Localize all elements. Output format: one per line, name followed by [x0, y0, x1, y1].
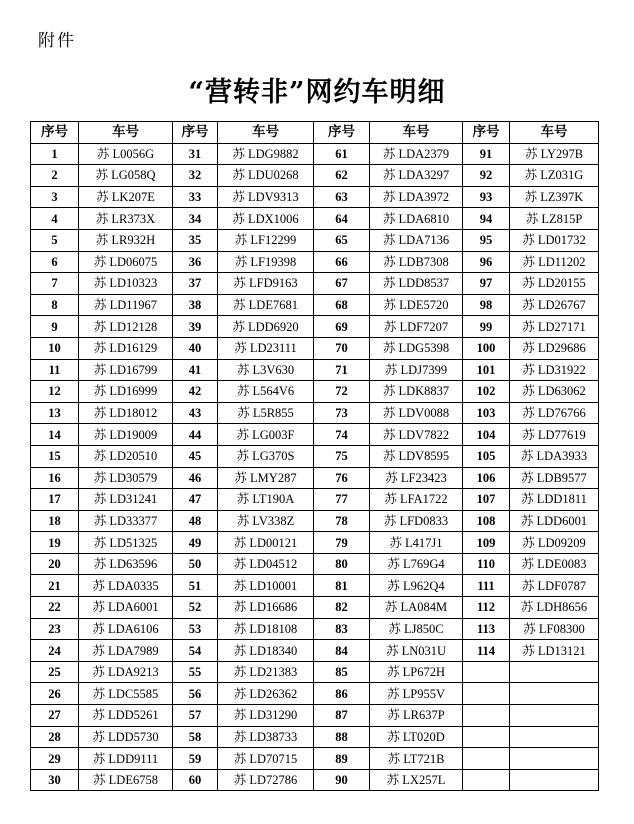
plate-number-cell: 苏 LD31922: [510, 359, 599, 381]
table-row: [31, 748, 599, 770]
serial-number-cell: [463, 748, 510, 770]
serial-number-cell: [463, 683, 510, 705]
serial-number-cell: 61: [314, 143, 370, 165]
serial-number-cell: 94: [463, 208, 510, 230]
serial-number-cell: 110: [463, 553, 510, 575]
serial-number-cell: 99: [463, 316, 510, 338]
plate-number-cell: [510, 748, 599, 770]
serial-number-cell: 67: [314, 273, 370, 295]
serial-number-cell: 74: [314, 424, 370, 446]
plate-number-cell: 苏 LD10323: [79, 273, 173, 295]
plate-number-cell: 苏 LDD6920: [218, 316, 314, 338]
plate-number-cell: 苏 LDF7207: [370, 316, 463, 338]
serial-number-cell: 91: [463, 143, 510, 165]
plate-number-cell: 苏 LG058Q: [79, 165, 173, 187]
plate-number-cell: 苏 LDD6001: [510, 510, 599, 532]
plate-number-cell: 苏 LA084M: [370, 597, 463, 619]
plate-number-cell: 苏 LX257L: [370, 769, 463, 791]
plate-number-cell: 苏 LD12128: [79, 316, 173, 338]
plate-number-cell: 苏 LD20510: [79, 445, 173, 467]
serial-number-cell: 13: [31, 402, 79, 424]
serial-number-cell: 31: [173, 143, 218, 165]
serial-number-cell: 14: [31, 424, 79, 446]
plate-number-cell: 苏 LDA7136: [370, 229, 463, 251]
column-header: 车号: [370, 122, 463, 144]
serial-number-cell: 55: [173, 661, 218, 683]
plate-number-cell: 苏 LZ031G: [510, 165, 599, 187]
serial-number-cell: 41: [173, 359, 218, 381]
plate-number-cell: 苏 L5R855: [218, 402, 314, 424]
serial-number-cell: 34: [173, 208, 218, 230]
serial-number-cell: 23: [31, 618, 79, 640]
plate-number-cell: 苏 LR373X: [79, 208, 173, 230]
serial-number-cell: 102: [463, 381, 510, 403]
serial-number-cell: 80: [314, 553, 370, 575]
plate-number-cell: 苏 LD72786: [218, 769, 314, 791]
serial-number-cell: 1: [31, 143, 79, 165]
plate-number-cell: 苏 LG003F: [218, 424, 314, 446]
serial-number-cell: 45: [173, 445, 218, 467]
plate-number-cell: 苏 LDV8595: [370, 445, 463, 467]
table-row: [31, 683, 599, 705]
serial-number-cell: 47: [173, 489, 218, 511]
serial-number-cell: [463, 726, 510, 748]
plate-number-cell: 苏 LDA6810: [370, 208, 463, 230]
serial-number-cell: 65: [314, 229, 370, 251]
table-row: [31, 510, 599, 532]
serial-number-cell: 57: [173, 705, 218, 727]
plate-number-cell: 苏 LF12299: [218, 229, 314, 251]
plate-number-cell: 苏 LDU0268: [218, 165, 314, 187]
table-row: [31, 402, 599, 424]
serial-number-cell: 19: [31, 532, 79, 554]
attachment-label: 附件: [38, 31, 76, 51]
serial-number-cell: 69: [314, 316, 370, 338]
plate-number-cell: 苏 LF08300: [510, 618, 599, 640]
plate-number-cell: 苏 LDA3972: [370, 186, 463, 208]
plate-number-cell: 苏 LDB7308: [370, 251, 463, 273]
serial-number-cell: 20: [31, 553, 79, 575]
serial-number-cell: 113: [463, 618, 510, 640]
serial-number-cell: 103: [463, 402, 510, 424]
serial-number-cell: 8: [31, 294, 79, 316]
table-row: [31, 381, 599, 403]
table-row: [31, 618, 599, 640]
plate-number-cell: 苏 LD51325: [79, 532, 173, 554]
column-header: 车号: [510, 122, 599, 144]
serial-number-cell: 108: [463, 510, 510, 532]
serial-number-cell: 28: [31, 726, 79, 748]
plate-number-cell: 苏 LDA3933: [510, 445, 599, 467]
table-row: [31, 359, 599, 381]
serial-number-cell: 53: [173, 618, 218, 640]
plate-number-cell: 苏 LR932H: [79, 229, 173, 251]
plate-number-cell: 苏 LT721B: [370, 748, 463, 770]
plate-number-cell: 苏 LD77619: [510, 424, 599, 446]
serial-number-cell: 3: [31, 186, 79, 208]
serial-number-cell: 17: [31, 489, 79, 511]
serial-number-cell: 4: [31, 208, 79, 230]
plate-number-cell: 苏 LD21383: [218, 661, 314, 683]
serial-number-cell: 10: [31, 337, 79, 359]
serial-number-cell: 15: [31, 445, 79, 467]
serial-number-cell: 59: [173, 748, 218, 770]
plate-number-cell: 苏 LD11967: [79, 294, 173, 316]
plate-number-cell: [510, 683, 599, 705]
serial-number-cell: 79: [314, 532, 370, 554]
plate-number-cell: 苏 LD23111: [218, 337, 314, 359]
table-row: [31, 424, 599, 446]
serial-number-cell: 114: [463, 640, 510, 662]
table-row: [31, 165, 599, 187]
column-header: 车号: [218, 122, 314, 144]
serial-number-cell: 44: [173, 424, 218, 446]
plate-number-cell: 苏 LD01732: [510, 229, 599, 251]
table-row: [31, 208, 599, 230]
serial-number-cell: 37: [173, 273, 218, 295]
plate-number-cell: 苏 LD38733: [218, 726, 314, 748]
plate-number-cell: 苏 L564V6: [218, 381, 314, 403]
serial-number-cell: 84: [314, 640, 370, 662]
plate-number-cell: 苏 LD11202: [510, 251, 599, 273]
plate-number-cell: 苏 LDV7822: [370, 424, 463, 446]
plate-number-cell: 苏 LDD8537: [370, 273, 463, 295]
serial-number-cell: 46: [173, 467, 218, 489]
vehicle-table: [30, 121, 599, 791]
serial-number-cell: 75: [314, 445, 370, 467]
plate-number-cell: 苏 LT190A: [218, 489, 314, 511]
serial-number-cell: 104: [463, 424, 510, 446]
plate-number-cell: 苏 LDJ7399: [370, 359, 463, 381]
serial-number-cell: 95: [463, 229, 510, 251]
plate-number-cell: 苏 LD63062: [510, 381, 599, 403]
plate-number-cell: 苏 LD06075: [79, 251, 173, 273]
serial-number-cell: 73: [314, 402, 370, 424]
serial-number-cell: 39: [173, 316, 218, 338]
plate-number-cell: 苏 LDA3297: [370, 165, 463, 187]
serial-number-cell: 11: [31, 359, 79, 381]
plate-number-cell: 苏 LDA0335: [79, 575, 173, 597]
plate-number-cell: 苏 LD63596: [79, 553, 173, 575]
plate-number-cell: 苏 LN031U: [370, 640, 463, 662]
plate-number-cell: 苏 LD31290: [218, 705, 314, 727]
table-row: [31, 467, 599, 489]
plate-number-cell: 苏 LD04512: [218, 553, 314, 575]
plate-number-cell: 苏 LDD5730: [79, 726, 173, 748]
serial-number-cell: 60: [173, 769, 218, 791]
serial-number-cell: 97: [463, 273, 510, 295]
serial-number-cell: 36: [173, 251, 218, 273]
serial-number-cell: 18: [31, 510, 79, 532]
serial-number-cell: 51: [173, 575, 218, 597]
plate-number-cell: 苏 LDX1006: [218, 208, 314, 230]
serial-number-cell: 26: [31, 683, 79, 705]
plate-number-cell: 苏 LD18012: [79, 402, 173, 424]
serial-number-cell: 2: [31, 165, 79, 187]
plate-number-cell: 苏 LT020D: [370, 726, 463, 748]
serial-number-cell: 22: [31, 597, 79, 619]
plate-number-cell: 苏 LF23423: [370, 467, 463, 489]
serial-number-cell: 112: [463, 597, 510, 619]
plate-number-cell: 苏 LD70715: [218, 748, 314, 770]
plate-number-cell: 苏 LDA2379: [370, 143, 463, 165]
serial-number-cell: 27: [31, 705, 79, 727]
plate-number-cell: 苏 L0056G: [79, 143, 173, 165]
plate-number-cell: 苏 LD33377: [79, 510, 173, 532]
plate-number-cell: 苏 LDD5261: [79, 705, 173, 727]
plate-number-cell: 苏 LR637P: [370, 705, 463, 727]
plate-number-cell: 苏 L417J1: [370, 532, 463, 554]
plate-number-cell: 苏 LD13121: [510, 640, 599, 662]
serial-number-cell: 38: [173, 294, 218, 316]
table-row: [31, 294, 599, 316]
table-row: [31, 726, 599, 748]
table-row: [31, 251, 599, 273]
plate-number-cell: 苏 L3V630: [218, 359, 314, 381]
plate-number-cell: 苏 LD19009: [79, 424, 173, 446]
plate-number-cell: 苏 LD76766: [510, 402, 599, 424]
plate-number-cell: 苏 LD30579: [79, 467, 173, 489]
plate-number-cell: 苏 LFA1722: [370, 489, 463, 511]
plate-number-cell: 苏 LDH8656: [510, 597, 599, 619]
table-row: [31, 337, 599, 359]
serial-number-cell: 12: [31, 381, 79, 403]
serial-number-cell: 49: [173, 532, 218, 554]
serial-number-cell: 89: [314, 748, 370, 770]
plate-number-cell: 苏 LP672H: [370, 661, 463, 683]
serial-number-cell: 86: [314, 683, 370, 705]
serial-number-cell: 30: [31, 769, 79, 791]
serial-number-cell: 32: [173, 165, 218, 187]
table-row: [31, 489, 599, 511]
serial-number-cell: 40: [173, 337, 218, 359]
plate-number-cell: 苏 LY297B: [510, 143, 599, 165]
plate-number-cell: 苏 LMY287: [218, 467, 314, 489]
plate-number-cell: 苏 LJ850C: [370, 618, 463, 640]
serial-number-cell: 35: [173, 229, 218, 251]
plate-number-cell: 苏 LDA6106: [79, 618, 173, 640]
table-row: [31, 661, 599, 683]
serial-number-cell: 43: [173, 402, 218, 424]
plate-number-cell: 苏 LF19398: [218, 251, 314, 273]
serial-number-cell: 100: [463, 337, 510, 359]
serial-number-cell: 109: [463, 532, 510, 554]
plate-number-cell: 苏 LDV0088: [370, 402, 463, 424]
serial-number-cell: 82: [314, 597, 370, 619]
plate-number-cell: 苏 LDA7989: [79, 640, 173, 662]
plate-number-cell: 苏 LD18340: [218, 640, 314, 662]
plate-number-cell: 苏 LD16999: [79, 381, 173, 403]
plate-number-cell: [510, 705, 599, 727]
serial-number-cell: 63: [314, 186, 370, 208]
serial-number-cell: 78: [314, 510, 370, 532]
serial-number-cell: [463, 769, 510, 791]
serial-number-cell: 58: [173, 726, 218, 748]
serial-number-cell: [463, 661, 510, 683]
plate-number-cell: 苏 LDE6758: [79, 769, 173, 791]
serial-number-cell: 48: [173, 510, 218, 532]
plate-number-cell: 苏 LDV9313: [218, 186, 314, 208]
serial-number-cell: 64: [314, 208, 370, 230]
serial-number-cell: 83: [314, 618, 370, 640]
plate-number-cell: 苏 LD16686: [218, 597, 314, 619]
plate-number-cell: 苏 LDE0083: [510, 553, 599, 575]
column-header: 序号: [463, 122, 510, 144]
serial-number-cell: 101: [463, 359, 510, 381]
plate-number-cell: 苏 LDG5398: [370, 337, 463, 359]
serial-number-cell: 9: [31, 316, 79, 338]
plate-number-cell: 苏 LK207E: [79, 186, 173, 208]
plate-number-cell: 苏 LDD9111: [79, 748, 173, 770]
serial-number-cell: 66: [314, 251, 370, 273]
plate-number-cell: 苏 LD18108: [218, 618, 314, 640]
plate-number-cell: 苏 LZ397K: [510, 186, 599, 208]
plate-number-cell: 苏 LD09209: [510, 532, 599, 554]
plate-number-cell: 苏 LDC5585: [79, 683, 173, 705]
plate-number-cell: 苏 LDA6001: [79, 597, 173, 619]
plate-number-cell: [510, 726, 599, 748]
serial-number-cell: 33: [173, 186, 218, 208]
serial-number-cell: 107: [463, 489, 510, 511]
table-row: [31, 553, 599, 575]
plate-number-cell: 苏 L962Q4: [370, 575, 463, 597]
serial-number-cell: 98: [463, 294, 510, 316]
serial-number-cell: 24: [31, 640, 79, 662]
plate-number-cell: 苏 LFD9163: [218, 273, 314, 295]
column-header: 序号: [314, 122, 370, 144]
serial-number-cell: 16: [31, 467, 79, 489]
table-row: [31, 532, 599, 554]
plate-number-cell: 苏 LD29686: [510, 337, 599, 359]
serial-number-cell: 106: [463, 467, 510, 489]
serial-number-cell: 71: [314, 359, 370, 381]
plate-number-cell: 苏 LDD1811: [510, 489, 599, 511]
serial-number-cell: 6: [31, 251, 79, 273]
plate-number-cell: 苏 LZ815P: [510, 208, 599, 230]
plate-number-cell: 苏 LFD0833: [370, 510, 463, 532]
plate-number-cell: 苏 LD31241: [79, 489, 173, 511]
table-row: [31, 229, 599, 251]
plate-number-cell: 苏 LG370S: [218, 445, 314, 467]
serial-number-cell: 70: [314, 337, 370, 359]
plate-number-cell: 苏 LD16129: [79, 337, 173, 359]
plate-number-cell: 苏 LDF0787: [510, 575, 599, 597]
serial-number-cell: 93: [463, 186, 510, 208]
table-row: [31, 273, 599, 295]
serial-number-cell: 90: [314, 769, 370, 791]
plate-number-cell: 苏 LD10001: [218, 575, 314, 597]
serial-number-cell: 29: [31, 748, 79, 770]
serial-number-cell: 88: [314, 726, 370, 748]
column-header: 序号: [31, 122, 79, 144]
plate-number-cell: 苏 LD00121: [218, 532, 314, 554]
serial-number-cell: 68: [314, 294, 370, 316]
serial-number-cell: 111: [463, 575, 510, 597]
column-header: 序号: [173, 122, 218, 144]
serial-number-cell: 7: [31, 273, 79, 295]
table-row: [31, 705, 599, 727]
serial-number-cell: [463, 705, 510, 727]
page-title: “营转非”网约车明细: [188, 77, 446, 108]
plate-number-cell: 苏 LD27171: [510, 316, 599, 338]
plate-number-cell: 苏 LP955V: [370, 683, 463, 705]
table-row: [31, 597, 599, 619]
serial-number-cell: 52: [173, 597, 218, 619]
plate-number-cell: 苏 LV338Z: [218, 510, 314, 532]
table-row: [31, 575, 599, 597]
table-row: [31, 316, 599, 338]
table-row: [31, 143, 599, 165]
plate-number-cell: 苏 LD20155: [510, 273, 599, 295]
plate-number-cell: 苏 LDE7681: [218, 294, 314, 316]
serial-number-cell: 62: [314, 165, 370, 187]
plate-number-cell: [510, 769, 599, 791]
serial-number-cell: 77: [314, 489, 370, 511]
serial-number-cell: 87: [314, 705, 370, 727]
serial-number-cell: 81: [314, 575, 370, 597]
plate-number-cell: 苏 LD26767: [510, 294, 599, 316]
plate-number-cell: 苏 LDB9577: [510, 467, 599, 489]
serial-number-cell: 56: [173, 683, 218, 705]
serial-number-cell: 25: [31, 661, 79, 683]
plate-number-cell: 苏 LDE5720: [370, 294, 463, 316]
plate-number-cell: 苏 L769G4: [370, 553, 463, 575]
serial-number-cell: 72: [314, 381, 370, 403]
serial-number-cell: 5: [31, 229, 79, 251]
column-header: 车号: [79, 122, 173, 144]
serial-number-cell: 21: [31, 575, 79, 597]
plate-number-cell: 苏 LD26362: [218, 683, 314, 705]
header-row: [31, 122, 599, 144]
table-row: [31, 640, 599, 662]
plate-number-cell: 苏 LDG9882: [218, 143, 314, 165]
serial-number-cell: 42: [173, 381, 218, 403]
plate-number-cell: 苏 LDK8837: [370, 381, 463, 403]
plate-number-cell: [510, 661, 599, 683]
table-row: [31, 445, 599, 467]
plate-number-cell: 苏 LD16799: [79, 359, 173, 381]
plate-number-cell: 苏 LDA9213: [79, 661, 173, 683]
table-row: [31, 186, 599, 208]
serial-number-cell: 92: [463, 165, 510, 187]
serial-number-cell: 105: [463, 445, 510, 467]
serial-number-cell: 50: [173, 553, 218, 575]
serial-number-cell: 54: [173, 640, 218, 662]
serial-number-cell: 76: [314, 467, 370, 489]
serial-number-cell: 85: [314, 661, 370, 683]
serial-number-cell: 96: [463, 251, 510, 273]
table-row: [31, 769, 599, 791]
